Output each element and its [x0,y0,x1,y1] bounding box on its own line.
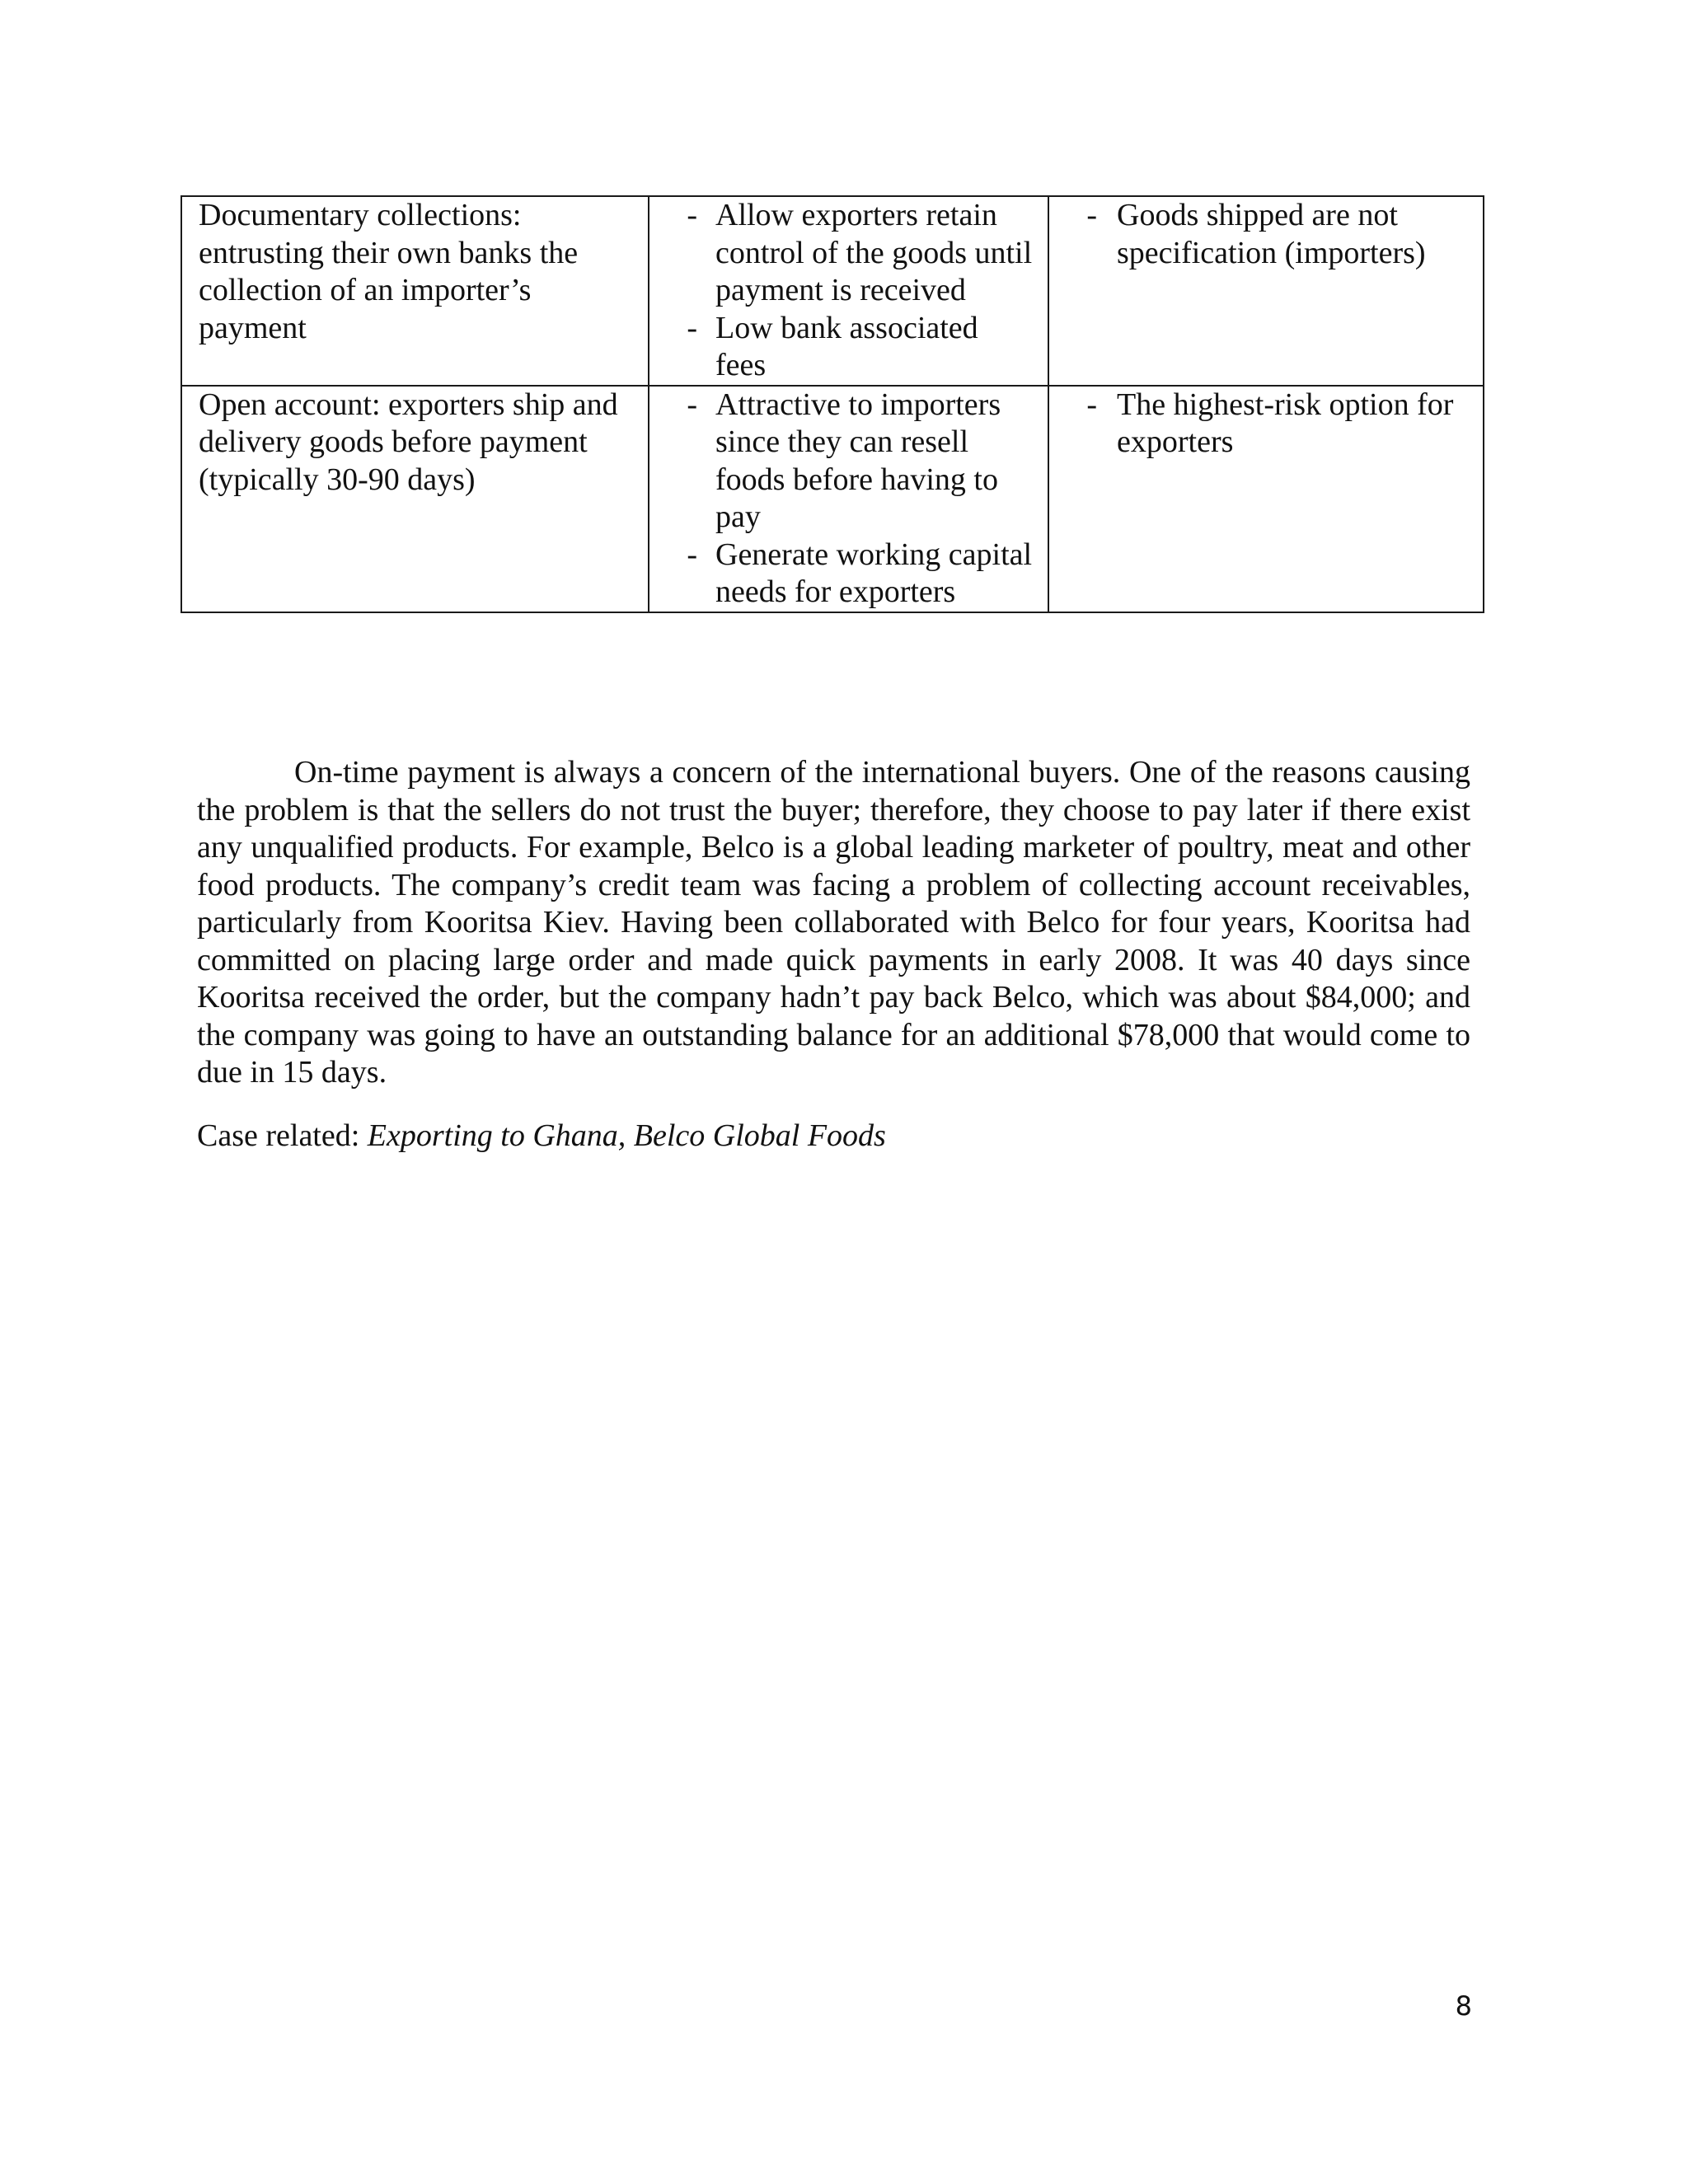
list-item: - Allow exporters retain control of the goods until payment is received [666,197,1036,310]
list-item: - The highest-risk option for exporters [1066,387,1471,462]
cons-cell [1048,196,1484,386]
payment-methods-table [181,195,1484,613]
case-related-label: Case related: [197,1118,360,1153]
pros-list [666,197,1036,385]
pros-cell [649,196,1048,386]
cons-list [1066,387,1471,462]
body-paragraph: On-time payment is always a concern of the international buyers. One of the reasons causing the problem is that the sellers do not trust the buyer; therefore, they choose to pay later if there exist any unqualified products. For example, Belco is a global leading marketer of poultry, meat and other food products. The company’s credit team was facing a problem of collecting account receivables, particularly from Kooritsa Kiev. Having been collaborated with Belco for four years, Kooritsa had committed on placing large order and made quick payments in early 2008. It was 40 days since Kooritsa received the order, but the company hadn’t pay back Belco, which was about $84,000; and the company was going to have an outstanding balance for an additional $78,000 that would come to due in 15 days. [197,755,1470,1090]
pros-list [666,387,1036,612]
method-text: Open account: exporters ship and delivery goods before payment (typically 30-90 days) [199,387,618,497]
case-related-title: Exporting to Ghana, Belco Global Foods [367,1118,886,1153]
page-number: 8 [1455,1990,1472,2022]
cons-list [1066,197,1471,272]
pros-cell [649,386,1048,612]
list-item: - Low bank associated fees [666,310,1036,385]
list-item: - Generate working capital needs for exporters [666,537,1036,612]
case-related-line [197,1118,886,1155]
list-item: - Goods shipped are not specification (importers) [1066,197,1471,272]
list-item: - Attractive to importers since they can resell foods before having to pay [666,387,1036,537]
table-row [181,386,1484,612]
table-row [181,196,1484,386]
method-cell [181,386,649,612]
method-text: Documentary collections: entrusting their own banks the collection of an importer’s payment [199,198,579,345]
method-cell [181,196,649,386]
cons-cell [1048,386,1484,612]
